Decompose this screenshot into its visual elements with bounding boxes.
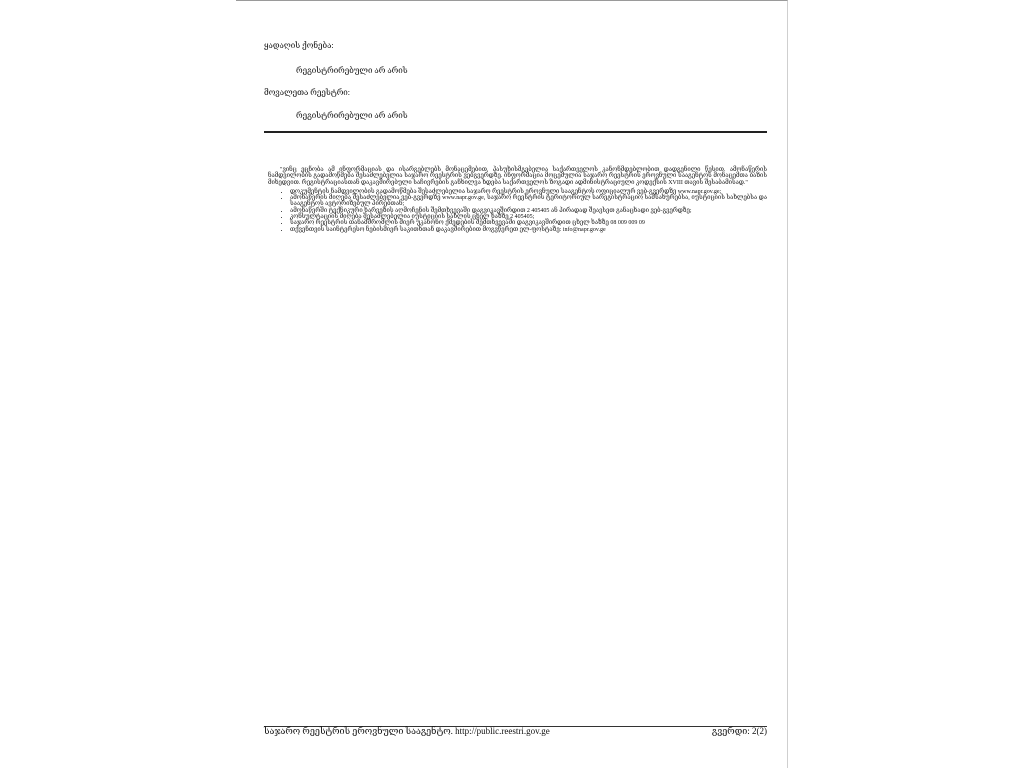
footer-source: საჯარო რეესტრის ეროვნული სააგენტო. http://public.reestri.gov.ge	[264, 726, 550, 736]
notice-bullet-item: • თქვენთვის საინტერესო ნებისმიერ საკითხთან დაკავშირებით მოგვწერეთ ელ-ფოსტაზე: info@napr.gov.ge	[290, 227, 767, 233]
mortgage-label: მოვალეთა რეესტრი:	[264, 88, 350, 97]
notice-bullet-item: • საჯარო რეესტრის თანამშრომლის მიერ უკანონო ქმედების შემთხვევაში დაგვიკავშირდით ცხელ ხაზზე 08 009 009 09	[290, 220, 767, 226]
notice-bullet-list	[268, 189, 767, 233]
footer-page-number: გვერდი: 2(2)	[711, 726, 767, 736]
mortgage-value: რეგისტრირებული არ არის	[296, 111, 408, 120]
legal-notice	[268, 167, 767, 233]
owner-label: ყადაღის ქონება:	[264, 41, 334, 50]
notice-bullet-item: • დოკუმენტის ნამდვილობის გადამოწმება შესაძლებელია საჯარო რეესტრის ეროვნული სააგენტოს ოფიციალურ ვებ-გვერდზე www.napr.gov.ge;	[290, 189, 767, 195]
section-divider	[264, 131, 767, 133]
notice-bullet-item: • ამონაწერის მიღება შესაძლებელია ვებ-გვერდზე www.napr.gov.ge, საჯარო რეესტრის ტერიტორიულ სარეგისტრაციო სამსახურებსა, იუსტიციის სახლებსა და სააგენტოს ავტორიზებულ პირებთან;	[290, 195, 767, 208]
notice-paragraph: "ვინც ეცნობა ამ ინფორმაციას და ისარგებლებს მონაცემებით, პასუხისმგებელია საქართველოს კანონმდებლობით დადგენილი წესით. ამონაწერის ნამდვილობის გადამოწმება შესაძლებელია საჯარო რეესტრის ვებგვერდზე. ინფორმაცია მოცემულია საჯარო რეესტრის ეროვნული სააგენტოს მონაცემთა ბაზის მიხედვით. რეგისტრაციასთან დაკავშირებული საჩივრების განხილვა ხდება საქართველოს ზოგადი ადმინისტრაციული კოდექსის XVIII თავის შესაბამისად."	[268, 167, 767, 186]
notice-bullet-item: • ამონაწერში ტექნიკური ხარვეზის აღმოჩენის შემთხვევაში დაგვიკავშირდით 2 405405 ან პირადად შეავსეთ განაცხადი ვებ-გვერდზე;	[290, 208, 767, 214]
notice-bullet-item: • კონსულტაციის მიღება შესაძლებელია იუსტიციის სახლის ცხელ ხაზზე 2 405405;	[290, 214, 767, 220]
document-page	[236, 0, 788, 768]
owner-value: რეგისტრირებული არ არის	[296, 66, 408, 75]
